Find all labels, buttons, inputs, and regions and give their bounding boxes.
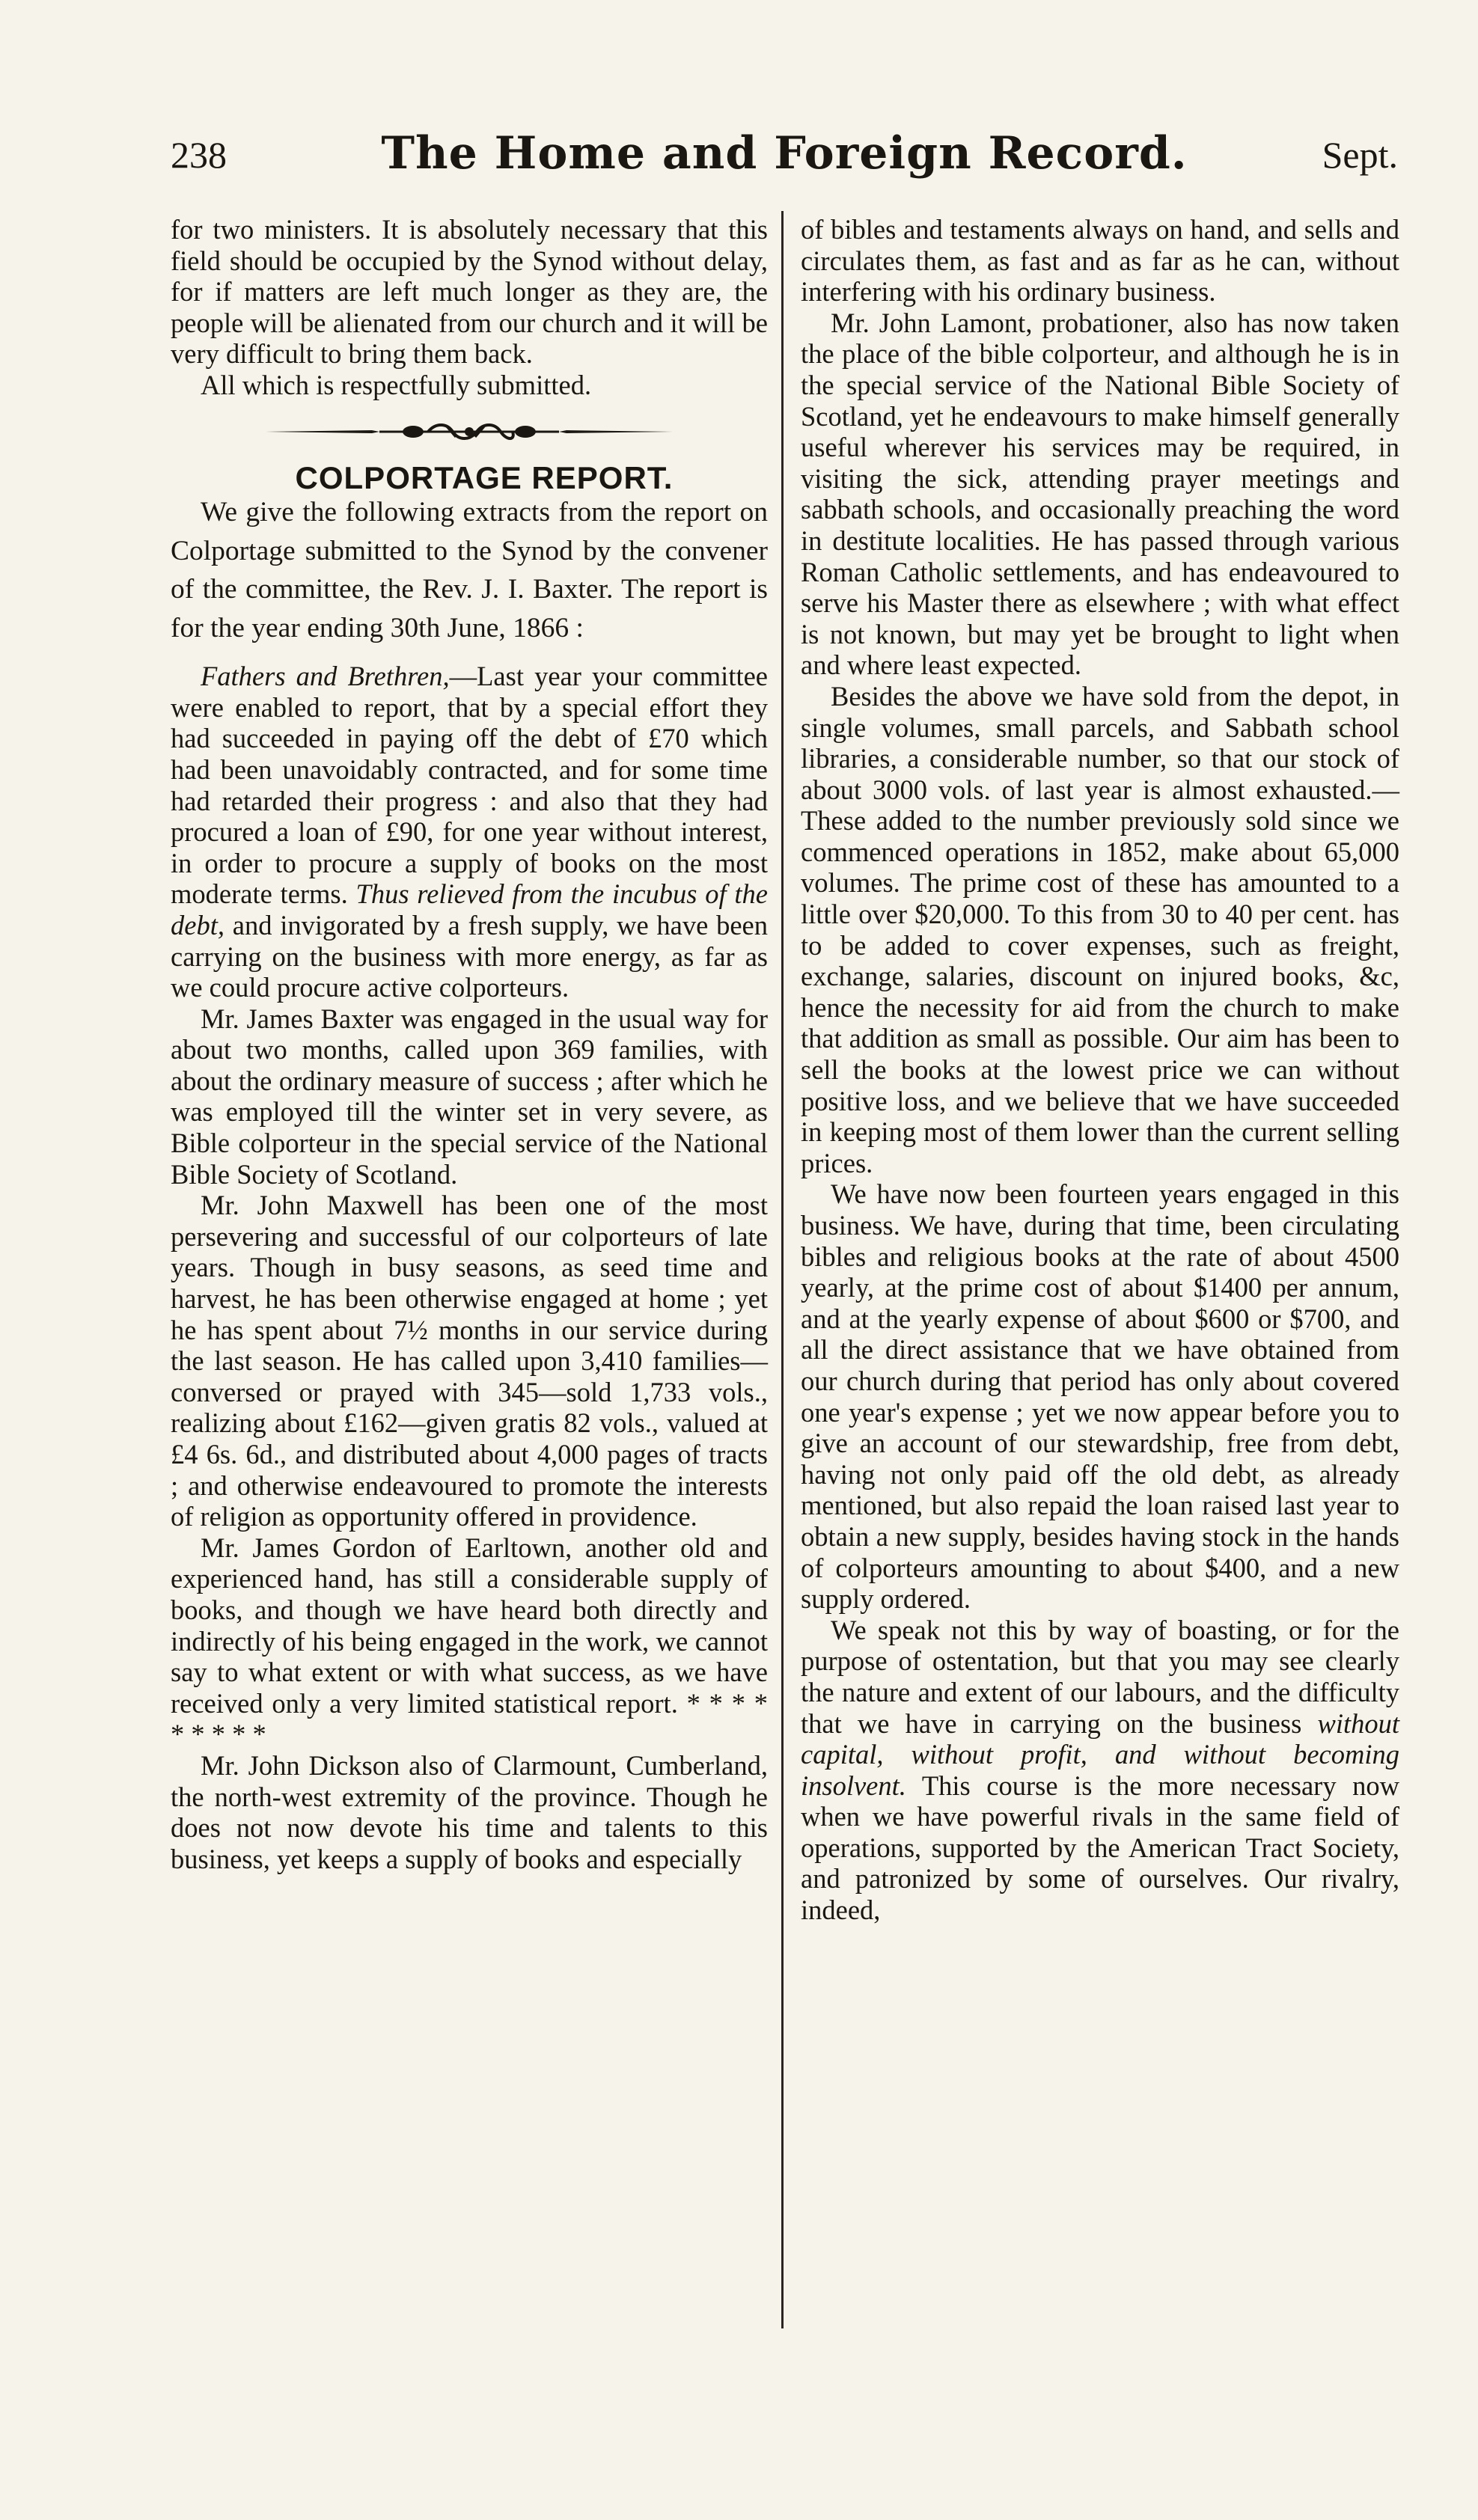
issue-month: Sept. [1322,134,1398,176]
paragraph: Mr. John Maxwell has been one of the most persevering and successful of our colporteurs of late years. Though in busy seasons, as seed time and harvest, he has been otherwise engaged at home ; yet he has spent about 7½ months in our service during the last season. He has called upon 3,410 families—conversed or prayed with 345—sold 1,733 vols., realizing about £162—given gratis 82 vols., valued at £4 6s. 6d., and distributed about 4,000 pages of tracts ; and otherwise endeavoured to promote the interests of religion as opportunity offered in providence. [171,1190,768,1532]
italic-phrase: without capital, without profit, and without becoming insolvent. [801,1707,1399,1801]
intro-paragraph: We give the following extracts from the report on Colportage submitted to the Synod by the convener of the committee, the Rev. J. I. Baxter. The report is for the year ending 30th June, 1866 : [171,497,768,643]
italic-phrase: Thus relieved from the incubus of the debt, [171,878,768,941]
paragraph: Mr. John Dickson also of Clarmount, Cumberland, the north-west extremity of the province. Though he does not now devote his time and talents to this business, yet keeps a supply of books and especially [171,1749,768,1874]
salutation: Fathers and Brethren, [201,661,450,692]
paragraph: Fathers and Brethren,—Last year your committee were enabled to report, that by a special effort they had succeeded in paying off the debt of £70 which had been unavoidably contracted, and for some time had retarded their progress : and also that they had procured a loan of £90, for one year without interest, in order to procure a supply of books on the most moderate terms. Thus relieved from the incubus of the debt, and invigorated by a fresh supply, we have been carrying on the business with more energy, as far as we could procure active colporteurs. [171,661,769,1003]
paragraph: We have now been fourteen years engaged in this business. We have, during that time, been circulating bibles and religious books at the rate of about 4500 yearly, at the prime cost of about $1400 per annum, and at the yearly expense of about $600 or $700, and all the direct assistance that we have obtained from our church during that period has only about covered one year's expense ; yet we now appear before you to give an account of our stewardship, free from debt, having not only paid off the old debt, as already mentioned, but also repaid the loan raised last year to obtain a new supply, besides having stock in the hands of colporteurs amounting to about $400, and a new supply ordered. [801,1178,1399,1615]
paragraph: All which is respectfully submitted. [201,369,592,400]
journal-title: The Home and Foreign Record. [381,127,1188,180]
paragraph: Mr. James Baxter was engaged in the usual way for about two months, called upon 369 families, with about the ordinary measure of success ; after which he was employed till the winter set in very severe, as Bible colporteur in the special service of the National Bible Society of Scotland. [171,1003,768,1190]
page-number: 238 [171,134,227,176]
paragraph: Mr. John Lamont, probationer, also has now taken the place of the bible colporteur, and although he is in the special service of the National Bible Society of Scotland, yet he endeavours to make himself generally useful wherever his services may be required, in visiting the sick, attending prayer meetings and sabbath schools, and occasionally preaching the word in destitute localities. He has passed through various Roman Catholic settlements, and has endeavoured to serve his Master there as elsewhere ; with what effect is not known, but may yet be brought to light when and where least expected. [801,307,1399,681]
paragraph: We speak not this by way of boasting, or for the purpose of ostentation, but that you may see clearly the nature and extent of our labours, and the difficulty that we have in carrying on the business without capital, without profit, and without becoming insolvent. This course is the more necessary now when we have powerful rivals in the same field of operations, supported by the American Tract Society, and patronized by some of ourselves. Our rivalry, indeed, [801,1614,1399,1926]
running-header [171,126,1398,186]
column-divider [781,211,784,2328]
section-heading: COLPORTAGE REPORT. [295,459,674,495]
left-column [171,214,768,1874]
paragraph: for two ministers. It is absolutely necessary that this field should be occupied by the Synod without delay, for if matters are left much longer as they are, the people will be alienated from our church and it will be very difficult to bring them back. [171,214,768,370]
paragraph: of bibles and testaments always on hand, and sells and circulates them, as fast and as far as he can, without interfering with his ordinary business. [801,214,1399,308]
paragraph: Mr. James Gordon of Earltown, another old and experienced hand, has still a considerable supply of books, and though we have heard both directly and indirectly of his being engaged in the work, we cannot say to what extent or with what success, as we have received only a very limited statistical report. * * * * * * * * * [171,1532,768,1750]
paragraph: Besides the above we have sold from the depot, in single volumes, small parcels, and Sabbath school libraries, a considerable number, so that our stock of about 3000 vols. of last year is almost exhausted.—These added to the number previously sold since we commenced operations in 1852, make about 65,000 volumes. The prime cost of these has amounted to a little over $20,000. To this from 30 to 40 per cent. has to be added to cover expenses, such as freight, exchange, salaries, discount on injured books, &c, hence the necessity for aid from the church to make that addition as small as possible. Our aim has been to sell the books at the lowest price we can without positive loss, and we believe that we have succeeded in keeping most of them lower than the current selling prices. [801,680,1399,1178]
right-column [801,214,1399,1926]
section-ornament [260,420,679,443]
